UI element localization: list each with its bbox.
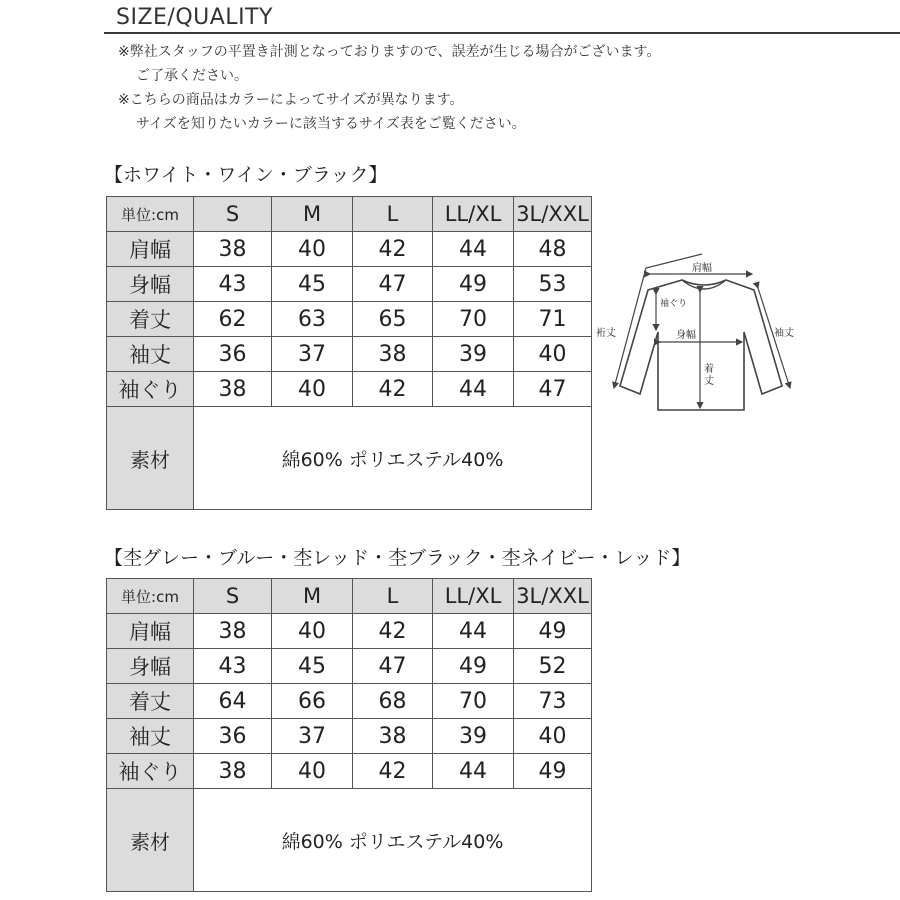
size-header: L <box>353 579 433 614</box>
row-label: 身幅 <box>107 267 194 302</box>
table-cell: 43 <box>194 267 272 302</box>
table-header-row <box>107 579 592 614</box>
table-cell: 48 <box>514 232 592 267</box>
table-title: 【ホワイト・ワイン・ブラック】 <box>104 164 388 186</box>
table-cell: 36 <box>194 719 272 754</box>
table-cell: 70 <box>433 684 514 719</box>
material-label: 素材 <box>107 407 194 510</box>
size-header: LL/XL <box>433 197 514 232</box>
table-row <box>107 372 592 407</box>
table-cell: 40 <box>272 232 353 267</box>
page-title: SIZE/QUALITY <box>116 5 273 30</box>
table-cell: 65 <box>353 302 433 337</box>
notes <box>118 40 858 136</box>
size-table <box>106 578 592 892</box>
material-value: 綿60% ポリエステル40% <box>194 789 592 892</box>
row-label: 袖丈 <box>107 719 194 754</box>
table-cell: 40 <box>514 337 592 372</box>
row-label: 肩幅 <box>107 232 194 267</box>
row-label: 着丈 <box>107 684 194 719</box>
table-cell: 47 <box>353 267 433 302</box>
table-cell: 44 <box>433 614 514 649</box>
table-cell: 36 <box>194 337 272 372</box>
table-row <box>107 302 592 337</box>
table-row <box>107 614 592 649</box>
table-cell: 42 <box>353 372 433 407</box>
table-cell: 49 <box>433 649 514 684</box>
table-cell: 39 <box>433 337 514 372</box>
table-cell: 38 <box>353 337 433 372</box>
note-line: ※弊社スタッフの平置き計測となっておりますので、誤差が生じる場合がございます。 <box>118 44 661 60</box>
table-cell: 42 <box>353 754 433 789</box>
shirt-measurement-diagram <box>594 246 800 418</box>
size-header: M <box>272 197 353 232</box>
table-cell: 49 <box>514 614 592 649</box>
table-cell: 66 <box>272 684 353 719</box>
note-line: ※こちらの商品はカラーによってサイズが異なります。 <box>118 92 464 108</box>
table-cell: 71 <box>514 302 592 337</box>
label-shoulder: 肩幅 <box>692 263 712 274</box>
row-label: 着丈 <box>107 302 194 337</box>
table-cell: 37 <box>272 337 353 372</box>
table-row <box>107 267 592 302</box>
table-cell: 49 <box>514 754 592 789</box>
table-row <box>107 684 592 719</box>
table-cell: 38 <box>194 614 272 649</box>
table-row <box>107 649 592 684</box>
table-cell: 37 <box>272 719 353 754</box>
row-label: 袖ぐり <box>107 754 194 789</box>
table-cell: 39 <box>433 719 514 754</box>
table-row <box>107 232 592 267</box>
table-header-row <box>107 197 592 232</box>
material-value: 綿60% ポリエステル40% <box>194 407 592 510</box>
table-cell: 47 <box>353 649 433 684</box>
label-length-2: 丈 <box>704 376 714 387</box>
table-cell: 68 <box>353 684 433 719</box>
garment-diagram <box>594 246 800 418</box>
label-body-width: 身幅 <box>676 330 696 341</box>
table-title: 【杢グレー・ブルー・杢レッド・杢ブラック・杢ネイビー・レッド】 <box>104 547 691 569</box>
table-cell: 38 <box>194 372 272 407</box>
label-yuki: 裄丈 <box>596 328 616 339</box>
table-cell: 52 <box>514 649 592 684</box>
table-cell: 38 <box>353 719 433 754</box>
table-cell: 49 <box>433 267 514 302</box>
note-line: サイズを知りたいカラーに該当するサイズ表をご覧ください。 <box>136 116 526 132</box>
table-cell: 62 <box>194 302 272 337</box>
size-header: S <box>194 579 272 614</box>
size-header: S <box>194 197 272 232</box>
table-cell: 42 <box>353 232 433 267</box>
label-length-1: 着 <box>704 364 714 375</box>
table-cell: 53 <box>514 267 592 302</box>
row-label: 袖ぐり <box>107 372 194 407</box>
material-row <box>107 407 592 510</box>
table-cell: 70 <box>433 302 514 337</box>
table-row <box>107 337 592 372</box>
size-table <box>106 196 592 510</box>
size-header: 3L/XXL <box>514 579 592 614</box>
table-row <box>107 754 592 789</box>
table-cell: 38 <box>194 232 272 267</box>
row-label: 肩幅 <box>107 614 194 649</box>
table-cell: 43 <box>194 649 272 684</box>
shirt-outline <box>620 280 782 410</box>
note-line: ご了承ください。 <box>136 68 248 84</box>
size-header: LL/XL <box>433 579 514 614</box>
table-cell: 63 <box>272 302 353 337</box>
table-cell: 73 <box>514 684 592 719</box>
table-cell: 64 <box>194 684 272 719</box>
table-cell: 44 <box>433 372 514 407</box>
size-header: L <box>353 197 433 232</box>
table-cell: 40 <box>272 372 353 407</box>
table-cell: 44 <box>433 754 514 789</box>
unit-label: 単位:cm <box>107 197 194 232</box>
table-cell: 38 <box>194 754 272 789</box>
material-row <box>107 789 592 892</box>
label-armhole: 袖ぐり <box>660 299 688 309</box>
unit-label: 単位:cm <box>107 579 194 614</box>
row-label: 袖丈 <box>107 337 194 372</box>
row-label: 身幅 <box>107 649 194 684</box>
section-header <box>104 2 900 34</box>
table-row <box>107 719 592 754</box>
table-cell: 44 <box>433 232 514 267</box>
table-cell: 40 <box>514 719 592 754</box>
table-cell: 47 <box>514 372 592 407</box>
table-cell: 42 <box>353 614 433 649</box>
label-sleeve: 袖丈 <box>774 328 794 339</box>
table-cell: 40 <box>272 614 353 649</box>
table-cell: 40 <box>272 754 353 789</box>
table-cell: 45 <box>272 267 353 302</box>
size-header: M <box>272 579 353 614</box>
size-header: 3L/XXL <box>514 197 592 232</box>
material-label: 素材 <box>107 789 194 892</box>
table-cell: 45 <box>272 649 353 684</box>
